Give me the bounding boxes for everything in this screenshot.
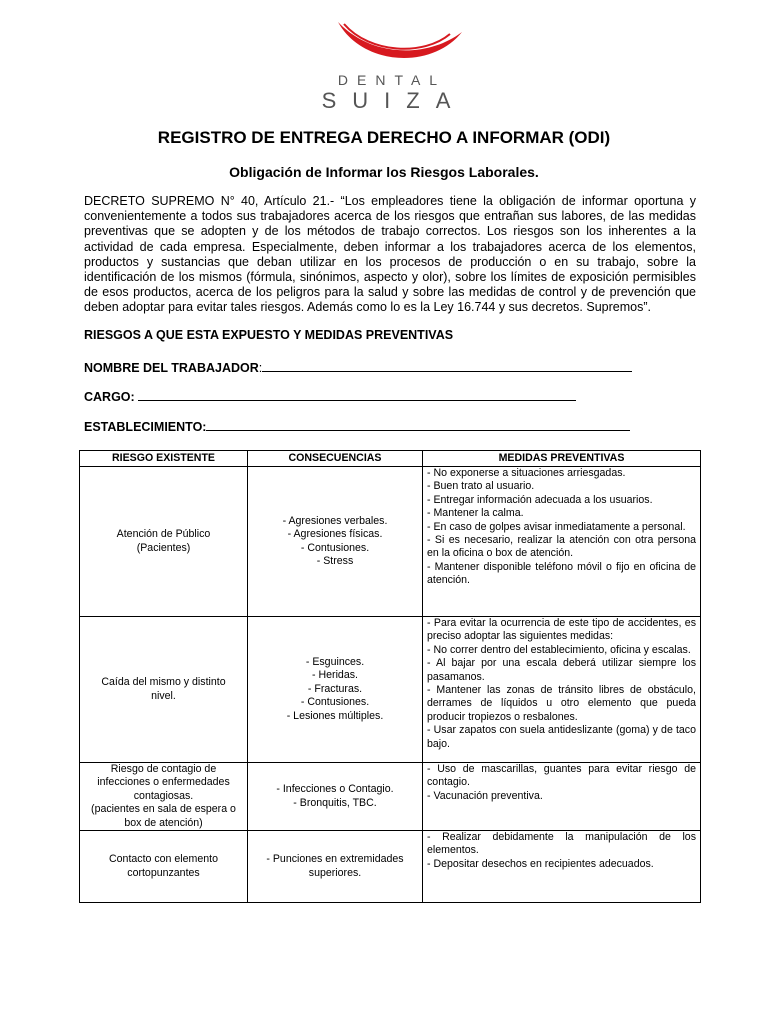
medidas-cell-line: - Vacunación preventiva. [427, 789, 543, 802]
medidas-cell-line: - Realizar debidamente la manipulación de los elementos. [427, 831, 696, 857]
logo-swoosh-icon [300, 8, 480, 72]
consecuencias-cell-line: - Heridas. [312, 669, 358, 682]
header-medidas: MEDIDAS PREVENTIVAS [423, 451, 701, 467]
logo-suiza-text: SUIZA [321, 88, 467, 113]
document-title: REGISTRO DE ENTREGA DERECHO A INFORMAR (ODI) [157, 128, 611, 147]
consecuencias-cell-line: - Punciones en extremidades [266, 853, 404, 866]
consecuencias-cell-line: - Contusiones. [300, 541, 370, 554]
header-consecuencias: CONSECUENCIAS [248, 451, 423, 467]
consecuencias-cell-line: - Agresiones verbales. [282, 514, 388, 527]
riesgo-cell-line: Atención de Público [116, 528, 211, 541]
riesgo-cell [80, 763, 248, 831]
consecuencias-cell-line: - Fracturas. [307, 682, 363, 695]
consecuencias-cell-line: - Agresiones físicas. [287, 528, 383, 541]
table-header-row [80, 451, 701, 467]
medidas-cell-line: - Al bajar por una escala deberá utilizar siempre los pasamanos. [427, 657, 696, 683]
medidas-cell-line: - Mantener la calma. [427, 507, 524, 520]
cargo-blank-line[interactable] [138, 388, 576, 401]
dental-suiza-logo [300, 8, 480, 113]
header-riesgo: RIESGO EXISTENTE [80, 451, 248, 467]
risk-table [79, 450, 701, 903]
medidas-cell-line: - Si es necesario, realizar la atención con otra persona en la oficina o box de atención. [427, 534, 696, 560]
riesgo-cell-line: cortopunzantes [127, 866, 200, 879]
consecuencias-cell-line: superiores. [308, 866, 362, 879]
riesgo-cell [80, 617, 248, 763]
consecuencias-cell-line: - Infecciones o Contagio. [276, 783, 394, 796]
decree-paragraph: DECRETO SUPREMO N° 40, Artículo 21.- “Los empleadores tiene la obligación de informar oportuna y convenientemente a todos sus trabajadores acerca de los riesgos que entrañan sus labores, de las medidas preventivas que se adopten y de los métodos de trabajo correctos. Los riesgos son los inherentes a la actividad de cada empresa. Especialmente, deben informar a los trabajadores acerca de los elementos, productos y sustancias que deban utilizar en los procesos de producción o en su trabajo, sobre la identificación de los mismos (fórmula, sinónimos, aspecto y olor), sobre los límites de exposición permisibles de esos productos, acerca de los peligros para la salud y sobre las medidas de control y de prevención que deben adoptar para evitar tales riesgos. Además como lo es la Ley 16.744 y sus decretos. Supremos”. [84, 194, 696, 315]
table-row [80, 617, 701, 763]
medidas-cell [423, 831, 701, 903]
consecuencias-cell-line: - Bronquitis, TBC. [293, 796, 377, 809]
establecimiento-field [84, 418, 630, 434]
consecuencias-cell [248, 467, 423, 617]
medidas-cell-line: - Depositar desechos en recipientes adecuados. [427, 857, 654, 870]
consecuencias-cell [248, 617, 423, 763]
medidas-cell-line: - En caso de golpes avisar inmediatamente a personal. [427, 520, 686, 533]
medidas-cell-line: - Usar zapatos con suela antideslizante (goma) y de taco bajo. [427, 724, 696, 750]
medidas-cell [423, 467, 701, 617]
medidas-cell-line: - Uso de mascarillas, guantes para evitar riesgo de contagio. [427, 763, 696, 789]
logo-dental-text: DENTAL [337, 72, 447, 88]
medidas-cell-line: - Entregar información adecuada a los usuarios. [427, 493, 653, 506]
establecimiento-label: ESTABLECIMIENTO: [84, 420, 207, 434]
consecuencias-cell-line: - Stress [316, 554, 354, 567]
riesgo-cell-line: Riesgo de contagio de [110, 763, 217, 775]
table-row [80, 831, 701, 903]
nombre-separator: : [258, 361, 263, 375]
medidas-cell-line: - Buen trato al usuario. [427, 480, 535, 493]
medidas-cell-line: - No correr dentro del establecimiento, oficina y escalas. [427, 643, 691, 656]
nombre-field [84, 359, 632, 375]
medidas-cell-line: - Mantener disponible teléfono móvil o fijo en oficina de atención. [427, 560, 696, 587]
table-row [80, 467, 701, 617]
riesgo-cell-line: infecciones o enfermedades [97, 776, 230, 789]
riesgos-heading: RIESGOS A QUE ESTA EXPUESTO Y MEDIDAS PREVENTIVAS [84, 328, 454, 342]
riesgo-cell [80, 831, 248, 903]
riesgo-cell-line: nivel. [151, 689, 176, 702]
medidas-cell-line: - Para evitar la ocurrencia de este tipo de accidentes, es preciso adoptar las siguientes medidas: [427, 617, 696, 643]
consecuencias-cell-line: - Esguinces. [305, 655, 365, 668]
consecuencias-cell [248, 831, 423, 903]
document-subtitle: Obligación de Informar los Riesgos Laborales. [229, 164, 539, 180]
riesgo-cell-line: contagiosas. [133, 789, 194, 802]
riesgo-cell-line: (Pacientes) [136, 541, 191, 554]
riesgo-cell-line: box de atención) [124, 816, 203, 829]
riesgo-cell [80, 467, 248, 617]
nombre-label: NOMBRE DEL TRABAJADOR [84, 361, 259, 375]
consecuencias-cell-line: - Contusiones. [300, 696, 370, 709]
establecimiento-blank-line[interactable] [206, 418, 630, 431]
medidas-cell-line: - No exponerse a situaciones arriesgadas. [427, 467, 626, 479]
consecuencias-cell [248, 763, 423, 831]
medidas-cell-line: - Mantener las zonas de tránsito libres de obstáculo, derrames de líquidos u otro elemento que pueda producir tropiezos o resbalones. [427, 684, 696, 723]
consecuencias-cell-line: - Lesiones múltiples. [286, 709, 384, 722]
cargo-field [84, 388, 576, 404]
riesgo-cell-line: Contacto con elemento [109, 853, 218, 866]
medidas-cell [423, 763, 701, 831]
cargo-label: CARGO: [84, 390, 139, 404]
riesgo-cell-line: Caída del mismo y distinto [101, 676, 226, 689]
table-row [80, 763, 701, 831]
riesgo-cell-line: (pacientes en sala de espera o [91, 803, 236, 816]
medidas-cell [423, 617, 701, 763]
nombre-blank-line[interactable] [262, 359, 632, 372]
